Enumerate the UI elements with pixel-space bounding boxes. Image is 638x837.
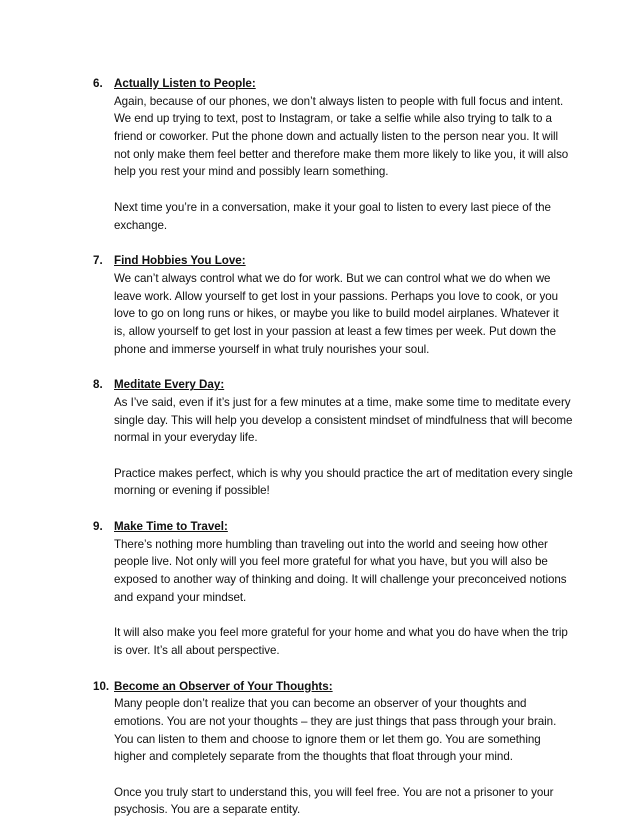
item-heading: Become an Observer of Your Thoughts: — [114, 679, 333, 693]
item-body — [114, 376, 573, 500]
paragraph: As I’ve said, even if it’s just for a few minutes at a time, make some time to meditate every single day. This will help you develop a consistent mindset of mindfulness that will become normal in your everyday life. — [114, 395, 573, 445]
numbered-list — [93, 75, 573, 837]
item-heading: Actually Listen to People: — [114, 77, 256, 90]
item-heading: Meditate Every Day: — [114, 378, 225, 392]
paragraph: Practice makes perfect, which is why you should practice the art of meditation every single morning or evening if possible! — [114, 466, 573, 498]
list-item-7 — [93, 252, 573, 358]
item-number: 6. — [93, 77, 103, 90]
item-body — [114, 252, 573, 358]
item-number: 8. — [93, 378, 103, 392]
paragraph: Once you truly start to understand this, you will feel free. You are not a prisoner to your psychosis. You are a separate entity. — [114, 785, 554, 817]
item-number: 9. — [93, 520, 103, 534]
list-item-6 — [93, 75, 573, 234]
list-item-8 — [93, 376, 573, 500]
paragraph: It will also make you feel more grateful for your home and what you do have when the trip is over. It’s all about perspective. — [114, 626, 568, 657]
paragraph: Next time you’re in a conversation, make it your goal to listen to every last piece of the exchange. — [114, 200, 551, 232]
item-body — [114, 75, 573, 234]
item-body — [114, 518, 573, 660]
item-body — [114, 678, 573, 820]
list-item-9 — [93, 518, 573, 660]
paragraph: There’s nothing more humbling than traveling out into the world and seeing how other people live. Not only will you feel more grateful for what you have, but you will also be exposed to another way of thinking and doing. It will challenge your preconceived notions and expand your mindset. — [114, 537, 567, 604]
paragraph: We can’t always control what we do for work. But we can control what we do when we leave work. Allow yourself to get lost in your passions. Perhaps you love to cook, or you love to go on long runs or hikes, or maybe you like to build model airplanes. Whatever it is, allow yourself to get lost in your passion at least a few times per week. Put down the phone and immerse yourself in what truly nourishes your soul. — [114, 271, 559, 356]
item-heading: Find Hobbies You Love: — [114, 254, 246, 268]
item-heading: Make Time to Travel: — [114, 520, 228, 534]
item-number: 7. — [93, 254, 103, 268]
paragraph: Again, because of our phones, we don’t always listen to people with full focus and intent. We end up trying to text, post to Instagram, or take a selfie while also trying to talk to a friend or coworker. Put the phone down and actually listen to the person near you. It will not only make them feel better and therefore make them more likely to like you, it will also help you rest your mind and possibly learn something. — [114, 94, 569, 179]
item-number: 10. — [93, 679, 110, 693]
list-item-10 — [93, 678, 573, 820]
paragraph: Many people don’t realize that you can become an observer of your thoughts and emotions. You are not your thoughts – they are just things that pass through your brain. You can listen to them and choose to ignore them or let them go. You are something higher and completely separate from the thoughts that float through your mind. — [114, 697, 557, 764]
